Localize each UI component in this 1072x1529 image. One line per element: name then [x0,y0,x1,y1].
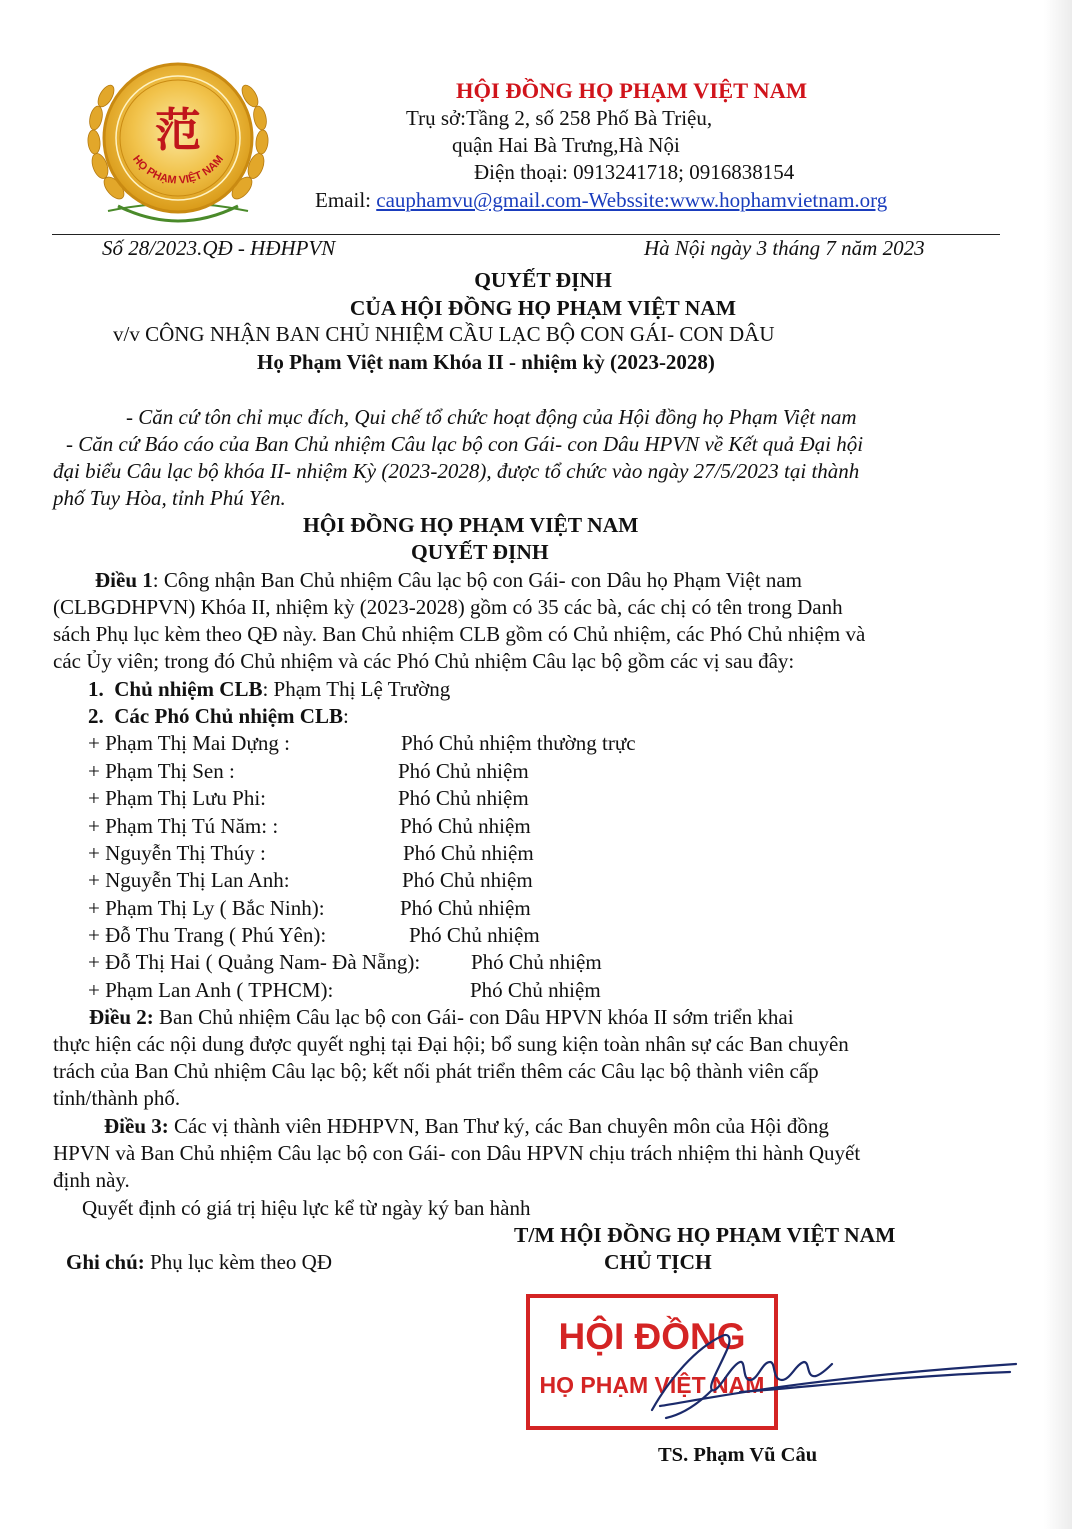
effective-clause: Quyết định có giá trị hiệu lực kể từ ngày ký ban hành [82,1196,531,1220]
page-edge-shadow [1044,0,1072,1529]
vice-name: + Nguyễn Thị Lan Anh: [88,868,290,892]
logo-text: HỌ PHẠM VIỆT NAM [130,153,226,187]
vice-num: 2. [88,704,104,728]
vice-role: Phó Chủ nhiệm [409,923,540,947]
article3-line-3: định này. [53,1168,130,1192]
article3-text-1: Các vị thành viên HĐHPVN, Ban Thư ký, các Ban chuyên môn của Hội đồng [168,1114,829,1138]
vice-role: Phó Chủ nhiệm [400,896,531,920]
title-council: CỦA HỘI ĐỒNG HỌ PHẠM VIỆT NAM [349,296,737,320]
signoff-chair: CHỦ TỊCH [604,1250,712,1274]
chair-num: 1. [88,677,104,701]
article1-line-4: các Ủy viên; trong đó Chủ nhiệm và các Phó Chủ nhiệm Câu lạc bộ gồm các vị sau đây: [53,649,795,673]
article1-line-2: (CLBGDHPVN) Khóa II, nhiệm kỳ (2023-2028) gồm có 35 các bà, các chị có tên trong Danh [53,595,843,619]
article2-line-3: trách của Ban Chủ nhiệm Câu lạc bộ; kết nối phát triển thêm các Câu lạc bộ thành viên cấp [53,1059,819,1083]
logo [78,46,278,236]
article1-line-1 [95,568,802,593]
vice-role: Phó Chủ nhiệm [398,786,529,810]
vice-name: + Đỗ Thị Hai ( Quảng Nam- Đà Nẵng): [88,950,421,974]
signoff-tm: T/M HỘI ĐỒNG HỌ PHẠM VIỆT NAM [514,1223,896,1247]
title-term: Họ Phạm Việt nam Khóa II - nhiệm kỳ (2023-2028) [257,350,715,374]
article1-text-1: : Công nhận Ban Chủ nhiệm Câu lạc bộ con Gái- con Dâu họ Phạm Việt nam [152,568,802,592]
vice-role: Phó Chủ nhiệm [471,950,602,974]
vice-label: Các Phó Chủ nhiệm CLB [114,704,343,728]
vice-name: + Phạm Lan Anh ( TPHCM): [88,978,334,1002]
vice-role: Phó Chủ nhiệm [403,841,534,865]
article1-label: Điều 1 [95,568,153,592]
basis-line-2: - Căn cứ Báo cáo của Ban Chủ nhiệm Câu lạc bộ con Gái- con Dâu HPVN về Kết quả Đại hội [66,432,864,456]
phone: Điện thoại: 0913241718; 0916838154 [474,160,795,184]
chair-value: : Phạm Thị Lệ Trường [262,677,451,701]
title-decision: QUYẾT ĐỊNH [474,268,612,292]
article2-line-1 [89,1005,794,1030]
stamp-line-1: HỘI ĐỒNG [558,1316,746,1357]
decision-date: Hà Nội ngày 3 tháng 7 năm 2023 [644,236,925,260]
vice-name: + Phạm Thị Tú Năm: : [88,814,279,838]
vice-name: + Nguyễn Thị Thúy : [88,841,266,865]
chair-label: Chủ nhiệm CLB [114,677,263,701]
vice-name: + Phạm Thị Ly ( Bắc Ninh): [88,896,325,920]
signer-name: TS. Phạm Vũ Câu [658,1444,818,1466]
vice-role: Phó Chủ nhiệm [398,759,529,783]
vice-role: Phó Chủ nhiệm [470,978,601,1002]
note-text: Phụ lục kèm theo QĐ [144,1250,333,1274]
article2-label: Điều 2: [89,1005,154,1029]
article3-line-1 [104,1114,829,1139]
vice-role: Phó Chủ nhiệm [400,814,531,838]
address-line-2: quận Hai Bà Trưng,Hà Nội [452,133,680,157]
vice-heading-row [88,704,349,729]
note-label: Ghi chú: [66,1250,145,1274]
vice-role: Phó Chủ nhiệm [402,868,533,892]
logo-emblem-icon [78,46,278,236]
basis-line-4: phố Tuy Hòa, tỉnh Phú Yên. [53,486,286,510]
logo-char: 范 [155,103,201,157]
email-website-link[interactable]: cauphamvu@gmail.com-Webssite:www.hophamvietnam.org [376,188,888,212]
org-name: HỘI ĐỒNG HỌ PHẠM VIỆT NAM [456,78,808,103]
note [66,1250,332,1275]
article3-label: Điều 3: [104,1114,169,1138]
signature-icon [600,1318,1020,1428]
address-line-1: Trụ sở:Tầng 2, số 258 Phố Bà Triệu, [406,106,713,130]
email-row [315,188,887,213]
header-divider [52,234,1000,235]
article2-line-2: thực hiện các nội dung được quyết nghị tại Đại hội; bổ sung kiện toàn nhân sự các Ban chuyên [53,1032,849,1056]
vice-name: + Đỗ Thu Trang ( Phú Yên): [88,923,327,947]
decision-number: Số 28/2023.QĐ - HĐHPVN [102,236,336,260]
article2-line-4: tỉnh/thành phố. [53,1086,181,1110]
vice-name: + Phạm Thị Mai Dựng : [88,731,290,755]
decide-heading: QUYẾT ĐỊNH [411,540,549,564]
vice-role: Phó Chủ nhiệm thường trực [401,731,636,755]
stamp-line-2: HỌ PHẠM VIỆT NAM [539,1372,765,1398]
vice-name: + Phạm Thị Sen : [88,759,235,783]
basis-line-1: - Căn cứ tôn chỉ mục đích, Qui chế tổ chức hoạt động của Hội đồng họ Phạm Việt nam [126,405,857,429]
decide-heading-council: HỘI ĐỒNG HỌ PHẠM VIỆT NAM [303,513,639,537]
article2-text-1: Ban Chủ nhiệm Câu lạc bộ con Gái- con Dâu HPVN khóa II sớm triển khai [153,1005,794,1029]
article1-line-3: sách Phụ lục kèm theo QĐ này. Ban Chủ nhiệm CLB gồm có Chủ nhiệm, các Phó Chủ nhiệm và [53,622,866,646]
basis-line-3: đại biểu Câu lạc bộ khóa II- nhiệm Kỳ (2023-2028), được tổ chức vào ngày 27/5/2023 tại thành [53,459,860,483]
email-label: Email: [315,188,377,212]
chair-row [88,677,450,702]
article3-line-2: HPVN và Ban Chủ nhiệm Câu lạc bộ con Gái- con Dâu HPVN chịu trách nhiệm thi hành Quyết [53,1141,861,1165]
vice-name: + Phạm Thị Lưu Phi: [88,786,267,810]
vice-colon: : [342,704,349,728]
title-subject: v/v CÔNG NHẬN BAN CHỦ NHIỆM CẦU LẠC BỘ CON GÁI- CON DÂU [113,322,775,346]
